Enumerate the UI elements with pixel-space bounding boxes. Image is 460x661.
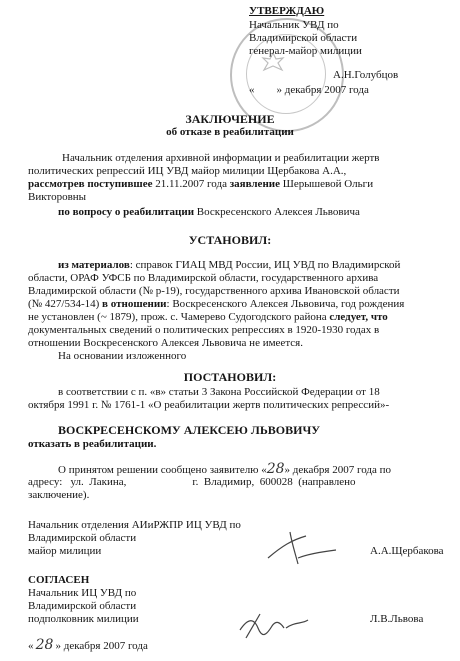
approval-signer: А.Н.Голубцов: [333, 69, 399, 81]
notice-day: 28: [266, 461, 285, 477]
approval-date-open: «: [249, 84, 255, 96]
approval-date-rest: » декабря 2007 года: [276, 84, 369, 96]
notice-line-2: адресу: ул. Лакина, г. Владимир, 600028 (направлено: [28, 476, 356, 488]
notice-line-1: [58, 463, 391, 477]
notice-text-b: » декабря 2007 года по: [284, 464, 392, 476]
residence-text: не установлен (~ 1879), прож. с. Чамерево Судогодского района: [28, 311, 330, 323]
approval-date: [249, 84, 369, 97]
signoff-line-3: майор милиции: [28, 545, 102, 557]
agreed-line-1: Начальник ИЦ УВД по: [28, 587, 137, 599]
regarding-text: : Воскресенского Алексея Львовича, год рождения: [166, 298, 405, 310]
agreed-date-day: 28: [35, 637, 54, 653]
established-heading: УСТАНОВИЛ:: [188, 233, 272, 247]
resolved-line-2: октября 1991 г. № 1761-1 «О реабилитации жертв политических репрессий»-: [28, 399, 390, 411]
notice-text-a: О принятом решении сообщено заявителю «: [58, 464, 267, 476]
established-line-8: На основании изложенного: [58, 350, 187, 362]
document-title: ЗАКЛЮЧЕНИЕ: [185, 112, 275, 126]
intro-line-5: [58, 206, 360, 219]
established-line-3: Владимирской области (№ р-19), государственного архива Ивановской области: [28, 285, 400, 297]
document-subtitle: об отказе в реабилитации: [166, 126, 294, 138]
intro-date: 21.11.2007 года: [152, 178, 230, 190]
materials-text: : справок ГИАЦ МВД России, ИЦ УВД по Владимирской: [129, 259, 401, 271]
approval-line-3: генерал-майор милиции: [249, 45, 362, 57]
signoff-line-2: Владимирской области: [28, 532, 137, 544]
subject-name: ВОСКРЕСЕНСКОМУ АЛЕКСЕЮ ЛЬВОВИЧУ: [58, 423, 321, 437]
established-line-1: [58, 259, 400, 272]
refusal-text: отказать в реабилитации.: [28, 438, 157, 450]
agreed-signer: Л.В.Львова: [370, 613, 424, 625]
agreed-date-open: «: [28, 640, 34, 652]
established-line-6: документальных сведений о политических репрессиях в 1920-1930 годах в: [28, 324, 380, 336]
established-line-7: отношении Воскресенского Алексея Львовича не имеется.: [28, 337, 303, 349]
signature-lvova: [236, 608, 312, 644]
approval-line-1: Начальник УВД по: [249, 19, 339, 31]
follows-label: следует, что: [329, 311, 388, 323]
notice-line-3: заключение).: [28, 489, 90, 501]
signoff-signer: А.А.Щербакова: [370, 545, 444, 557]
agreed-date: [28, 639, 148, 653]
intro-applicant: Шерышевой Ольги: [280, 178, 374, 190]
approval-line-2: Владимирской области: [249, 32, 358, 44]
regarding-label: в отношении: [102, 298, 167, 310]
signature-scherbakova: [262, 528, 342, 568]
intro-application: заявление: [229, 178, 280, 190]
established-line-5: [28, 311, 388, 324]
resolved-line-1: в соответствии с п. «в» статьи 3 Закона Российской Федерации от 18: [58, 386, 380, 398]
intro-line-4: Викторовны: [28, 191, 87, 203]
approval-title: УТВЕРЖДАЮ: [249, 5, 325, 17]
materials-label: из материалов: [58, 259, 130, 271]
established-line-2: области, ОРАФ УФСБ по Владимирской области, государственного архива: [28, 272, 379, 284]
archive-number: (№ 427/534-14): [28, 298, 103, 310]
resolved-heading: ПОСТАНОВИЛ:: [183, 370, 277, 384]
intro-considered: рассмотрев поступившее: [28, 178, 153, 190]
agreed-date-rest: » декабря 2007 года: [55, 640, 148, 652]
intro-subject-name: Воскресенского Алексея Львовича: [194, 206, 360, 218]
agreed-line-3: подполковник милиции: [28, 613, 139, 625]
signoff-line-1: Начальник отделения АИиРЖПР ИЦ УВД по: [28, 519, 241, 531]
intro-line-3: [28, 178, 373, 191]
established-line-4: [28, 298, 404, 311]
intro-line-1: Начальник отделения архивной информации и реабилитации жертв: [62, 152, 380, 164]
agreed-line-2: Владимирской области: [28, 600, 137, 612]
intro-subject-label: по вопросу о реабилитации: [58, 206, 195, 218]
intro-line-2: политических репрессий ИЦ УВД майор милиции Щербакова А.А.,: [28, 165, 347, 177]
agreed-title: СОГЛАСЕН: [28, 574, 90, 586]
